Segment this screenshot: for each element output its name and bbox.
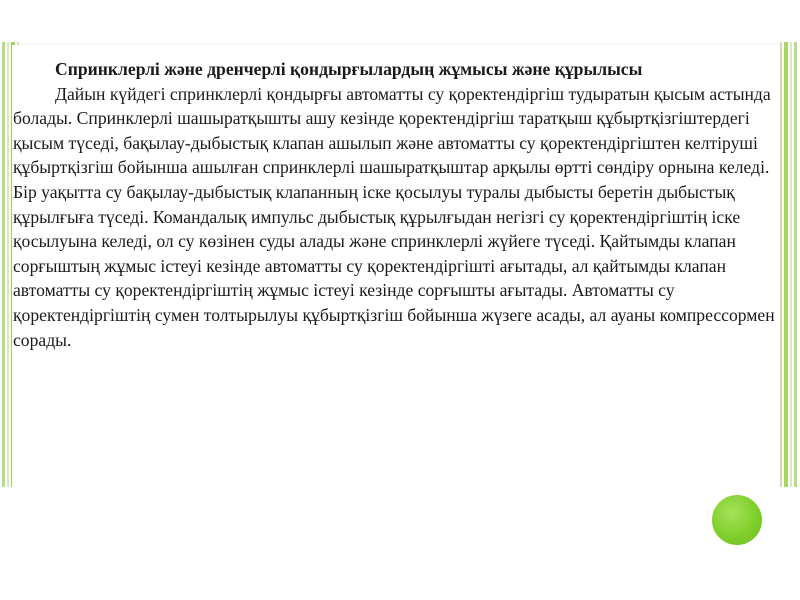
bottom-area [0,487,800,600]
document-text [13,57,775,352]
document-title: Спринклерлі және дренчерлі қондырғылардың жұмысы және құрылысы [55,59,643,79]
green-circle-icon [712,495,762,545]
top-band [0,0,800,42]
document-body: Дайын күйдегі спринклерлі қондырғы автоматты су қоректендіргіш тудыратын қысым астында болады. Спринклерлі шашыратқышты ашу кезінде қоректендіргіш таратқыш құбыртқізгіштердегі қысым түседі, бақылау-дыбыстық клапан ашылып және автоматты су қоректендіргіштен келтіруші құбыртқізгіш бойынша ашылған спринклерлі шашыратқыштар арқылы өртті сөндіру орнына келеді. Бір уақытта су бақылау-дыбыстық клапанның іске қосылуы туралы дыбысты беретін дыбыстық құрылғыға түседі. Командалық импульс дыбыстық құрылғыдан негізгі су қоректендіргіштің іске қосылуына келеді, ол су көзінен суды алады және спринклерлі жүйеге түседі. Қайтымды клапан сорғыштың жұмыс істеуі кезінде автоматты су қоректендіргішті ағытады, ал қайтымды клапан автоматты су қоректендіргіштің жұмыс істеуі кезінде сорғышты ағытады. Автоматты су қоректендіргіштің сумен толтырылуы құбыртқізгіш бойынша жүзеге асады, ал ауаны компрессормен сорады. [13,83,775,350]
